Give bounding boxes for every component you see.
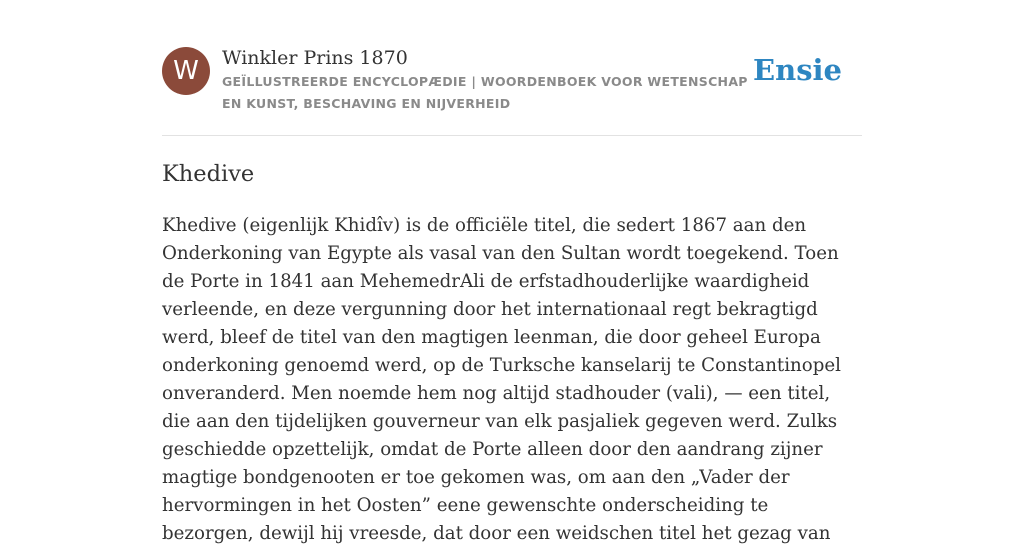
source-header: [162, 44, 862, 136]
ensie-logo-link[interactable]: Ensie: [753, 53, 842, 87]
header-divider: [162, 135, 862, 136]
article-headword: Khedive: [162, 161, 255, 187]
source-title[interactable]: Winkler Prins 1870: [222, 47, 408, 69]
source-avatar[interactable]: W: [162, 47, 210, 95]
source-subtitle: GEÏLLUSTREERDE ENCYCLOPÆDIE | WOORDENBOEK VOOR WETENSCHAP EN KUNST, BESCHAVING EN NIJVERHEID: [222, 74, 748, 111]
article-body: Khedive (eigenlijk Khidîv) is de officiële titel, die sedert 1867 aan den Onderkoning van Egypte als vasal van den Sultan wordt toegekend. Toen de Porte in 1841 aan MehemedrAli de erfstadhouderlijke waardigheid verleende, en deze vergunning door het internationaal regt bekragtigd werd, bleef de titel van den magtigen leenman, die door geheel Europa onderkoning genoemd werd, op de Turksche kanselarij te Constantinopel onveranderd. Men noemde hem nog altijd stadhouder (vali), — een titel, die aan den tijdelijken gouverneur van elk pasjaliek gegeven werd. Zulks geschiedde opzettelijk, omdat de Porte alleen door den aandrang zijner magtige bondgenooten er toe gekomen was, om aan den „Vader der hervormingen in het Oosten” eene gewenschte onderscheiding te bezorgen, dewijl hij vreesde, dat door een weidschen titel het gezag van: [162, 215, 841, 544]
